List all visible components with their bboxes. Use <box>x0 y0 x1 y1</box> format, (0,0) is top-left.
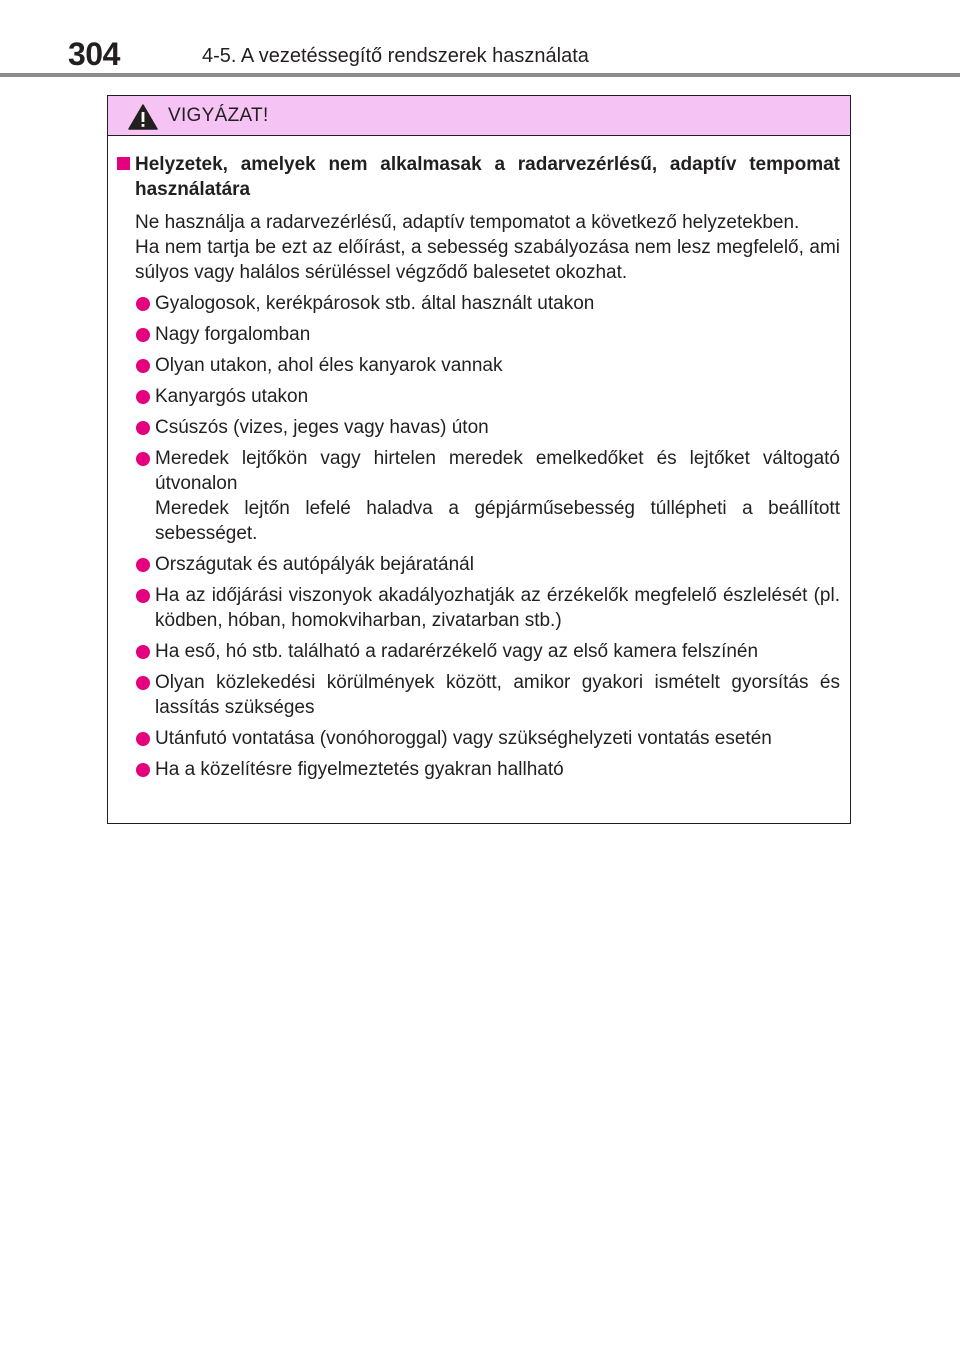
warning-box <box>107 95 851 824</box>
list-item <box>108 291 850 316</box>
square-bullet-icon <box>117 157 130 170</box>
list-item-text: Nagy forgalomban <box>155 324 311 345</box>
round-bullet-icon <box>136 328 150 342</box>
round-bullet-icon <box>136 589 150 603</box>
round-bullet-icon <box>136 676 150 690</box>
round-bullet-icon <box>136 763 150 777</box>
round-bullet-icon <box>136 732 150 746</box>
list-item-text: Gyalogosok, kerékpárosok stb. által használt utakon <box>155 293 595 314</box>
round-bullet-icon <box>136 452 150 466</box>
page-number: 304 <box>68 36 120 72</box>
list-item-text: Ha eső, hó stb. található a radarérzékelő vagy az első kamera felszínén <box>155 641 759 662</box>
warning-paragraphs <box>108 210 850 285</box>
list-item <box>108 322 850 347</box>
section-title: 4-5. A vezetéssegítő rendszerek használata <box>202 45 589 67</box>
round-bullet-icon <box>136 359 150 373</box>
warning-content <box>108 152 850 782</box>
paragraph: Ha nem tartja be ezt az előírást, a sebesség szabályozása nem lesz megfelelő, ami súlyos vagy halálos sérüléssel végződő balesetet okozhat. <box>135 237 840 283</box>
warning-heading-text: Helyzetek, amelyek nem alkalmasak a radarvezérlésű, adaptív tempomat használatára <box>135 154 840 200</box>
list-item <box>108 757 850 782</box>
warning-title: VIGYÁZAT! <box>168 105 269 126</box>
list-item <box>108 726 850 751</box>
round-bullet-icon <box>136 558 150 572</box>
round-bullet-icon <box>136 645 150 659</box>
list-item-text: Olyan közlekedési körülmények között, amikor gyakori ismételt gyorsítás és lassítás szükséges <box>155 672 840 718</box>
paragraph: Ne használja a radarvezérlésű, adaptív tempomatot a következő helyzetekben. <box>135 212 800 233</box>
list-item <box>108 583 850 633</box>
warning-triangle-icon <box>128 104 158 130</box>
list-item-text: Utánfutó vontatása (vonóhoroggal) vagy szükséghelyzeti vontatás esetén <box>155 728 772 749</box>
list-item <box>108 639 850 664</box>
list-item <box>108 415 850 440</box>
warning-heading <box>108 152 850 202</box>
list-item-note: Meredek lejtőn lefelé haladva a gépjárműsebesség túllépheti a beállított sebességet. <box>155 498 840 544</box>
round-bullet-icon <box>136 390 150 404</box>
round-bullet-icon <box>136 297 150 311</box>
situation-list <box>108 291 850 782</box>
list-item-text: Olyan utakon, ahol éles kanyarok vannak <box>155 355 503 376</box>
header-rule <box>0 73 960 77</box>
list-item-text: Ha az időjárási viszonyok akadályozhatják az érzékelők megfelelő észlelését (pl. ködben, hóban, homokviharban, zivatarban stb.) <box>155 585 840 631</box>
list-item <box>108 552 850 577</box>
list-item <box>108 446 850 546</box>
list-item <box>108 670 850 720</box>
list-item <box>108 384 850 409</box>
list-item-text: Csúszós (vizes, jeges vagy havas) úton <box>155 417 489 438</box>
warning-header <box>108 96 850 136</box>
page-header <box>0 0 960 80</box>
round-bullet-icon <box>136 421 150 435</box>
list-item-text: Meredek lejtőkön vagy hirtelen meredek emelkedőket és lejtőket váltogató útvonalon <box>155 448 840 494</box>
list-item-text: Ha a közelítésre figyelmeztetés gyakran hallható <box>155 759 564 780</box>
list-item-text: Kanyargós utakon <box>155 386 309 407</box>
list-item <box>108 353 850 378</box>
list-item-text: Országutak és autópályák bejáratánál <box>155 554 474 575</box>
